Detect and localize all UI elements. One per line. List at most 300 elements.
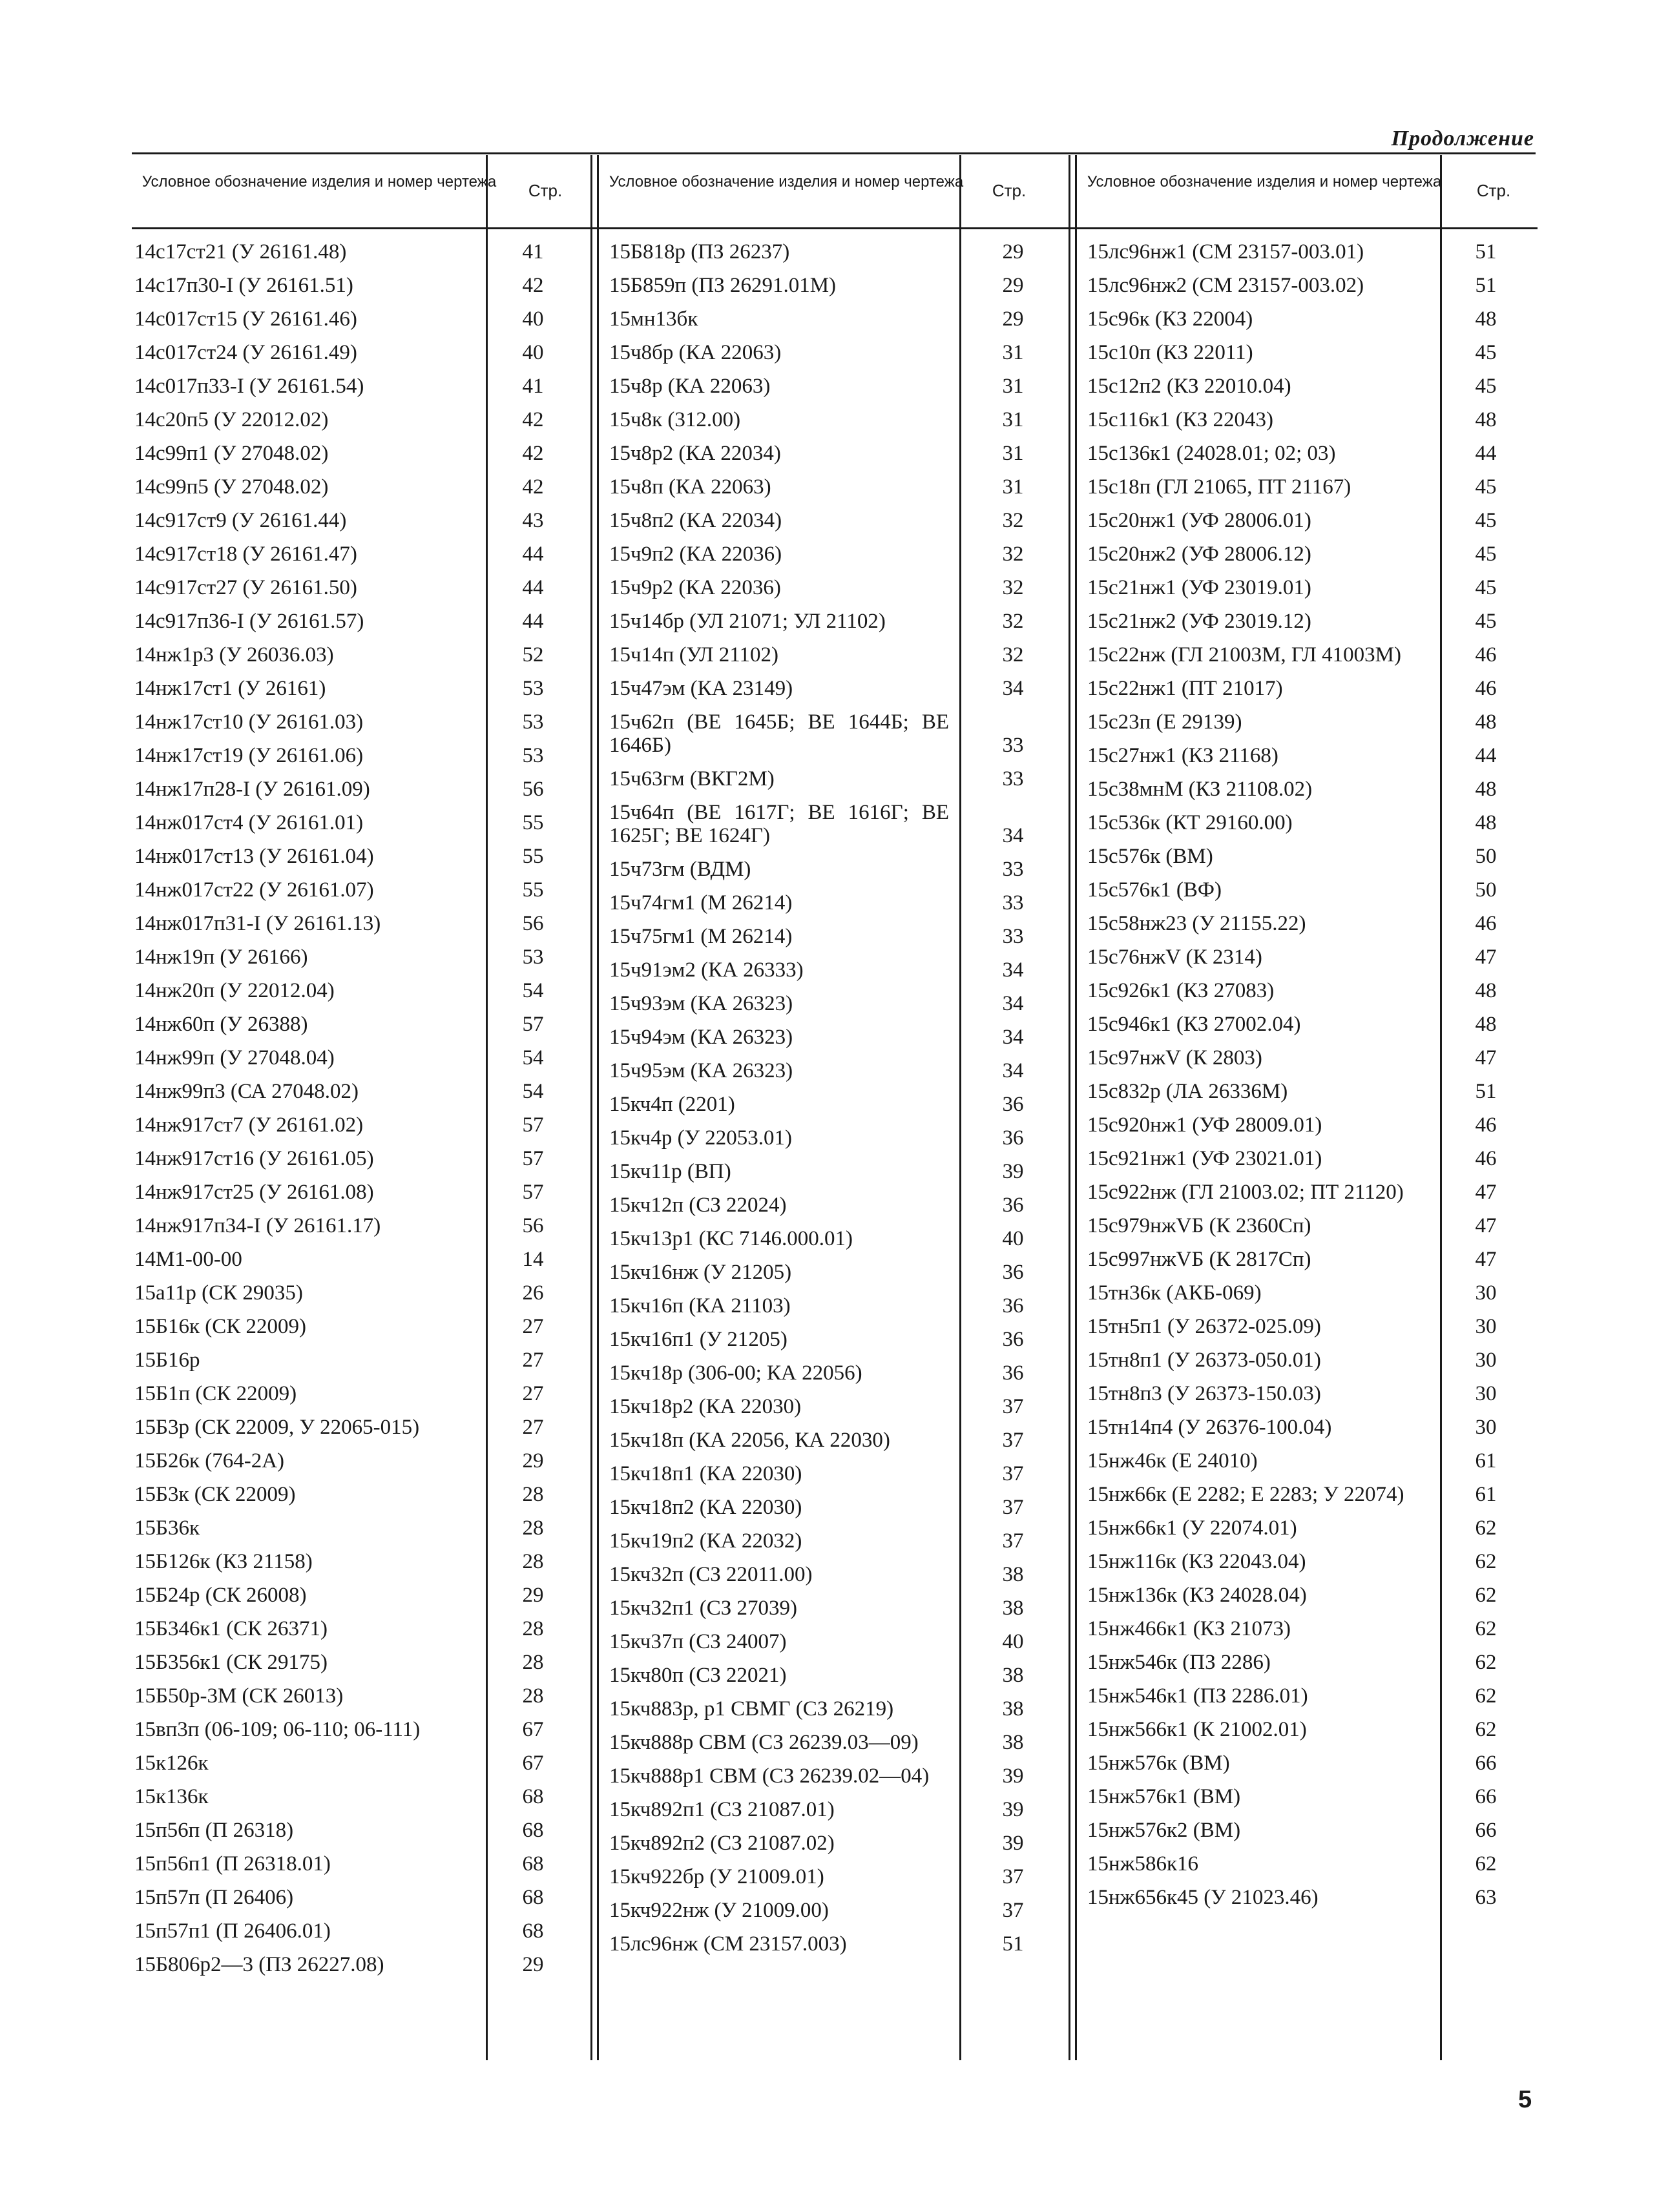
item-page: 62 [1475, 1584, 1497, 1607]
table-row [607, 1529, 1070, 1553]
item-page: 47 [1475, 1181, 1497, 1204]
item-designation: 14с017ст24 (У 26161.49) [134, 341, 357, 364]
item-page: 42 [522, 475, 544, 499]
table-row [132, 576, 590, 599]
table-column-2 [590, 155, 1070, 2060]
item-designation: 15с920нж1 (УФ 28009.01) [1087, 1113, 1322, 1137]
item-page: 36 [1002, 1126, 1024, 1150]
item-page: 47 [1475, 1248, 1497, 1271]
item-page: 37 [1002, 1529, 1024, 1553]
item-page: 51 [1475, 240, 1497, 264]
table-row [607, 1059, 1070, 1082]
item-designation: 15кч922нж (У 21009.00) [609, 1899, 829, 1922]
item-designation: 15кч922бр (У 21009.01) [609, 1865, 824, 1888]
table-row [607, 274, 1070, 297]
item-designation: 15нж136к (КЗ 24028.04) [1087, 1584, 1307, 1607]
column-header [592, 155, 1070, 229]
table-row [132, 1752, 590, 1775]
item-designation: 15ч8п (КА 22063) [609, 475, 771, 499]
item-page: 32 [1002, 643, 1024, 667]
item-page: 36 [1002, 1261, 1024, 1284]
item-page: 29 [522, 1449, 544, 1473]
item-designation: 15ч91эм2 (КА 26333) [609, 958, 804, 982]
item-page: 34 [1002, 677, 1024, 700]
item-designation: 15Б126к (КЗ 21158) [134, 1550, 313, 1573]
header-name: Условное обозначение изделия и номер чертежа [609, 173, 964, 191]
item-designation: 15Б50р-3М (СК 26013) [134, 1684, 344, 1708]
item-page: 30 [1475, 1416, 1497, 1439]
item-designation: 15Б356к1 (СК 29175) [134, 1651, 328, 1674]
item-designation: 15тн8п3 (У 26373-150.03) [1087, 1382, 1321, 1405]
item-page: 36 [1002, 1194, 1024, 1217]
item-page: 29 [1002, 307, 1024, 331]
item-page: 46 [1475, 1113, 1497, 1137]
item-page: 57 [522, 1113, 544, 1137]
item-designation: 15с832р (ЛА 26336М) [1087, 1080, 1288, 1103]
table-row [1085, 1718, 1538, 1741]
table-row [132, 1516, 590, 1540]
table-row [132, 1046, 590, 1070]
table-row [132, 1617, 590, 1640]
item-designation: 15с997нжVБ (К 2817Сп) [1087, 1248, 1311, 1271]
table-row [1085, 1147, 1538, 1170]
item-designation: 14нж017ст22 (У 26161.07) [134, 878, 374, 902]
item-page: 40 [1002, 1227, 1024, 1250]
item-page: 33 [1002, 767, 1024, 791]
table-row [607, 801, 1070, 847]
item-designation: 15кч32п1 (СЗ 27039) [609, 1597, 798, 1620]
item-page: 27 [522, 1382, 544, 1405]
item-designation: 14нж99п (У 27048.04) [134, 1046, 335, 1070]
item-page: 56 [522, 778, 544, 801]
item-page: 47 [1475, 1214, 1497, 1237]
item-designation: 15нж546к (ПЗ 2286) [1087, 1651, 1271, 1674]
table-row [132, 610, 590, 633]
table-row [132, 1181, 590, 1204]
item-page: 38 [1002, 1597, 1024, 1620]
item-designation: 15нж566к1 (К 21002.01) [1087, 1718, 1307, 1741]
item-page: 38 [1002, 1563, 1024, 1586]
item-designation: 15нж576к2 (ВМ) [1087, 1819, 1241, 1842]
item-page: 36 [1002, 1361, 1024, 1385]
item-designation: 15с921нж1 (УФ 23021.01) [1087, 1147, 1322, 1170]
item-designation: 15кч32п (СЗ 22011.00) [609, 1563, 813, 1586]
table-row [1085, 576, 1538, 599]
table-row [132, 1315, 590, 1338]
header-page: Стр. [528, 181, 563, 200]
item-page: 46 [1475, 677, 1497, 700]
item-page: 47 [1475, 946, 1497, 969]
item-page: 47 [1475, 1046, 1497, 1070]
item-page: 38 [1002, 1731, 1024, 1754]
rows [1085, 240, 1538, 1919]
table-row [132, 979, 590, 1002]
table-row [1085, 1617, 1538, 1640]
item-page: 56 [522, 1214, 544, 1237]
table-row [1085, 375, 1538, 398]
table-row [1085, 1382, 1538, 1405]
table-row [1085, 475, 1538, 499]
table-row [1085, 744, 1538, 767]
table-row [132, 1013, 590, 1036]
item-page: 33 [1002, 925, 1024, 948]
item-designation: 15с27нж1 (КЗ 21168) [1087, 744, 1278, 767]
table-row [1085, 307, 1538, 331]
item-page: 32 [1002, 543, 1024, 566]
item-page: 37 [1002, 1865, 1024, 1888]
item-designation: 14с017ст15 (У 26161.46) [134, 307, 357, 331]
item-designation: 14нж017ст4 (У 26161.01) [134, 811, 364, 834]
item-page: 67 [522, 1752, 544, 1775]
item-page: 34 [1002, 958, 1024, 982]
item-page: 29 [1002, 240, 1024, 264]
table-row [1085, 1214, 1538, 1237]
table-row [607, 710, 1070, 757]
item-designation: 14с99п5 (У 27048.02) [134, 475, 329, 499]
item-designation: 15с38мнМ (КЗ 21108.02) [1087, 778, 1313, 801]
table-row [132, 1852, 590, 1876]
item-designation: 15кч16п (КА 21103) [609, 1294, 791, 1318]
item-designation: 15ч8р2 (КА 22034) [609, 442, 781, 465]
table-row [1085, 677, 1538, 700]
table-row [132, 710, 590, 734]
table-row [1085, 1315, 1538, 1338]
item-page: 62 [1475, 1617, 1497, 1640]
item-designation: 14нж99п3 (СА 27048.02) [134, 1080, 359, 1103]
table-row [132, 878, 590, 902]
table-row [1085, 1752, 1538, 1775]
table-row [607, 1664, 1070, 1687]
table-row [132, 341, 590, 364]
item-designation: 15ч75гм1 (М 26214) [609, 925, 793, 948]
item-designation: 15кч892п1 (СЗ 21087.01) [609, 1798, 835, 1821]
table-row [1085, 946, 1538, 969]
item-designation: 14нж917ст25 (У 26161.08) [134, 1181, 374, 1204]
item-page: 32 [1002, 576, 1024, 599]
table-row [132, 1584, 590, 1607]
item-page: 40 [1002, 1630, 1024, 1653]
table-row [132, 1147, 590, 1170]
item-designation: 14с99п1 (У 27048.02) [134, 442, 329, 465]
table-row [607, 1462, 1070, 1485]
item-designation: 15ч93эм (КА 26323) [609, 992, 793, 1015]
item-designation: 15с22нж1 (ПТ 21017) [1087, 677, 1283, 700]
item-designation: 15нж546к1 (ПЗ 2286.01) [1087, 1684, 1308, 1708]
item-designation: 15с536к (КТ 29160.00) [1087, 811, 1293, 834]
table-row [607, 509, 1070, 532]
table-row [1085, 1651, 1538, 1674]
item-page: 57 [522, 1147, 544, 1170]
item-designation: 15кч11р (ВП) [609, 1160, 731, 1183]
item-designation: 15ч73гм (ВДМ) [609, 858, 751, 881]
table-row [1085, 710, 1538, 734]
item-page: 37 [1002, 1462, 1024, 1485]
item-page: 37 [1002, 1899, 1024, 1922]
item-designation: 15нж46к (Е 24010) [1087, 1449, 1258, 1473]
item-page: 31 [1002, 375, 1024, 398]
item-page: 14 [522, 1248, 544, 1271]
item-designation: 15кч16п1 (У 21205) [609, 1328, 787, 1351]
item-designation: 15нж656к45 (У 21023.46) [1087, 1886, 1319, 1909]
item-page: 46 [1475, 1147, 1497, 1170]
table-row [1085, 1013, 1538, 1036]
item-page: 62 [1475, 1852, 1497, 1876]
table-row [607, 1597, 1070, 1620]
item-page: 45 [1475, 610, 1497, 633]
table-row [132, 778, 590, 801]
table-row [607, 1361, 1070, 1385]
item-designation: 14нж17п28-I (У 26161.09) [134, 778, 370, 801]
table-row [1085, 778, 1538, 801]
item-designation: 15кч13р1 (КС 7146.000.01) [609, 1227, 853, 1250]
item-page: 46 [1475, 643, 1497, 667]
table-row [1085, 1449, 1538, 1473]
table-row [607, 576, 1070, 599]
item-page: 28 [522, 1550, 544, 1573]
header-page: Стр. [1476, 181, 1511, 200]
item-page: 28 [522, 1516, 544, 1540]
item-page: 45 [1475, 341, 1497, 364]
item-designation: 15тн14п4 (У 26376-100.04) [1087, 1416, 1332, 1439]
table-row [607, 925, 1070, 948]
item-page: 39 [1002, 1832, 1024, 1855]
item-designation: 14с20п5 (У 22012.02) [134, 408, 329, 431]
table-row [607, 1126, 1070, 1150]
item-designation: 15кч18п (КА 22056, КА 22030) [609, 1429, 890, 1452]
item-page: 56 [522, 912, 544, 935]
table-row [132, 509, 590, 532]
item-page: 40 [522, 341, 544, 364]
item-designation: 15кч888р1 СВМ (СЗ 26239.02—04) [609, 1764, 930, 1788]
item-designation: 15ч94эм (КА 26323) [609, 1026, 793, 1049]
item-designation: 15Б1п (СК 22009) [134, 1382, 297, 1405]
item-designation: 14с917п36-I (У 26161.57) [134, 610, 364, 633]
table-row [1085, 1113, 1538, 1137]
table-row [607, 375, 1070, 398]
item-designation: 15с946к1 (КЗ 27002.04) [1087, 1013, 1301, 1036]
table-row [607, 767, 1070, 791]
item-designation: 15Б818р (ПЗ 26237) [609, 240, 790, 264]
item-designation: 15к126к [134, 1752, 209, 1775]
table-row [1085, 1483, 1538, 1506]
table-row [1085, 1684, 1538, 1708]
rows [132, 240, 590, 1987]
item-page: 44 [1475, 744, 1497, 767]
table-row [1085, 878, 1538, 902]
item-page: 68 [522, 1886, 544, 1909]
item-page: 44 [522, 543, 544, 566]
item-page: 62 [1475, 1718, 1497, 1741]
item-designation: 15кч37п (СЗ 24007) [609, 1630, 787, 1653]
item-page: 34 [1002, 1026, 1024, 1049]
item-designation: 15нж576к1 (ВМ) [1087, 1785, 1241, 1808]
table-row [607, 1731, 1070, 1754]
table-row [607, 1227, 1070, 1250]
item-designation: 15Б16к (СК 22009) [134, 1315, 306, 1338]
item-page: 39 [1002, 1764, 1024, 1788]
item-designation: 15нж66к (Е 2282; Е 2283; У 22074) [1087, 1483, 1404, 1506]
item-page: 30 [1475, 1382, 1497, 1405]
item-designation: 15с116к1 (КЗ 22043) [1087, 408, 1273, 431]
item-designation: 15кч888р СВМ (СЗ 26239.03—09) [609, 1731, 919, 1754]
item-designation: 15с926к1 (КЗ 27083) [1087, 979, 1275, 1002]
item-page: 30 [1475, 1281, 1497, 1305]
table-row [1085, 643, 1538, 667]
item-page: 68 [522, 1852, 544, 1876]
item-page: 48 [1475, 1013, 1497, 1036]
item-designation: 15ч9п2 (КА 22036) [609, 543, 782, 566]
item-designation: 15с922нж (ГЛ 21003.02; ПТ 21120) [1087, 1181, 1404, 1204]
table-row [132, 845, 590, 868]
item-designation: 14нж60п (У 26388) [134, 1013, 308, 1036]
table-row [132, 1449, 590, 1473]
table-row [607, 307, 1070, 331]
table-row [132, 744, 590, 767]
item-page: 68 [522, 1919, 544, 1943]
item-page: 34 [1002, 1059, 1024, 1082]
item-designation: 14нж017ст13 (У 26161.04) [134, 845, 374, 868]
item-page: 42 [522, 408, 544, 431]
table-row [132, 442, 590, 465]
item-page: 52 [522, 643, 544, 667]
table-row [132, 240, 590, 264]
table-row [132, 1382, 590, 1405]
item-designation: 14нж19п (У 26166) [134, 946, 308, 969]
item-page: 61 [1475, 1449, 1497, 1473]
item-designation: 15с10п (КЗ 22011) [1087, 341, 1253, 364]
table-row [607, 1798, 1070, 1821]
item-designation: 15с76нжV (К 2314) [1087, 946, 1262, 969]
item-designation: 15нж466к1 (КЗ 21073) [1087, 1617, 1291, 1640]
table-row [1085, 240, 1538, 264]
table-row [132, 1684, 590, 1708]
table-row [607, 1429, 1070, 1452]
table-row [607, 442, 1070, 465]
table-row [607, 1932, 1070, 1956]
item-designation: 15п56п (П 26318) [134, 1819, 294, 1842]
item-designation: 14нж17ст19 (У 26161.06) [134, 744, 364, 767]
item-page: 31 [1002, 475, 1024, 499]
item-designation: 15Б24р (СК 26008) [134, 1584, 307, 1607]
item-designation: 15а11р (СК 29035) [134, 1281, 303, 1305]
table-row [607, 1093, 1070, 1116]
item-designation: 15кч80п (СЗ 22021) [609, 1664, 787, 1687]
item-page: 62 [1475, 1651, 1497, 1674]
item-designation: 15с979нжVБ (К 2360Сп) [1087, 1214, 1311, 1237]
item-designation: 15п57п (П 26406) [134, 1886, 294, 1909]
item-page: 42 [522, 274, 544, 297]
item-page: 61 [1475, 1483, 1497, 1506]
item-designation: 15нж586к16 [1087, 1852, 1198, 1876]
item-designation: 15ч62п (ВЕ 1645Б; ВЕ 1644Б; ВЕ 1646Б) [609, 710, 949, 757]
item-page: 30 [1475, 1349, 1497, 1372]
item-page: 51 [1475, 274, 1497, 297]
table-row [607, 1294, 1070, 1318]
item-designation: 15Б3к (СК 22009) [134, 1483, 296, 1506]
table-row [1085, 1785, 1538, 1808]
item-page: 27 [522, 1349, 544, 1372]
item-page: 31 [1002, 442, 1024, 465]
table-row [607, 1194, 1070, 1217]
item-designation: 14нж20п (У 22012.04) [134, 979, 335, 1002]
table-row [1085, 1584, 1538, 1607]
table-row [1085, 1819, 1538, 1842]
item-designation: 15с18п (ГЛ 21065, ПТ 21167) [1087, 475, 1351, 499]
table-row [132, 1416, 590, 1439]
item-page: 66 [1475, 1752, 1497, 1775]
table-row [607, 240, 1070, 264]
table-row [132, 1080, 590, 1103]
item-page: 55 [522, 845, 544, 868]
table-row [607, 891, 1070, 915]
item-designation: 14с17п30-I (У 26161.51) [134, 274, 353, 297]
item-designation: 15мн13бк [609, 307, 698, 331]
item-page: 63 [1475, 1886, 1497, 1909]
table-row [132, 1819, 590, 1842]
item-designation: 15ч14бр (УЛ 21071; УЛ 21102) [609, 610, 886, 633]
header-page: Стр. [992, 181, 1027, 200]
table-row [1085, 1248, 1538, 1271]
table-row [607, 1328, 1070, 1351]
item-page: 32 [1002, 509, 1024, 532]
item-page: 44 [1475, 442, 1497, 465]
item-designation: 15кч16нж (У 21205) [609, 1261, 792, 1284]
table-row [1085, 1516, 1538, 1540]
item-page: 66 [1475, 1819, 1497, 1842]
table-row [607, 677, 1070, 700]
item-page: 48 [1475, 408, 1497, 431]
item-page: 33 [1002, 858, 1024, 881]
item-designation: 15Б16р [134, 1349, 200, 1372]
table-row [132, 1113, 590, 1137]
item-designation: 15с97нжV (К 2803) [1087, 1046, 1262, 1070]
item-designation: 15с96к (КЗ 22004) [1087, 307, 1253, 331]
item-designation: 14нж917ст16 (У 26161.05) [134, 1147, 374, 1170]
table-row [132, 811, 590, 834]
table-row [132, 274, 590, 297]
item-designation: 15Б26к (764-2А) [134, 1449, 285, 1473]
item-page: 51 [1475, 1080, 1497, 1103]
table-row [1085, 341, 1538, 364]
item-page: 32 [1002, 610, 1024, 633]
item-page: 53 [522, 677, 544, 700]
item-page: 30 [1475, 1315, 1497, 1338]
item-page: 36 [1002, 1294, 1024, 1318]
item-page: 68 [522, 1785, 544, 1808]
table-row [132, 1785, 590, 1808]
page-number: 5 [1518, 2086, 1532, 2113]
table-row [607, 1630, 1070, 1653]
item-designation: 14с017п33-I (У 26161.54) [134, 375, 364, 398]
item-page: 48 [1475, 979, 1497, 1002]
table-row [607, 341, 1070, 364]
table-row [607, 1865, 1070, 1888]
item-page: 45 [1475, 576, 1497, 599]
item-designation: 15кч18р (306-00; КА 22056) [609, 1361, 862, 1385]
table-row [1085, 1281, 1538, 1305]
item-designation: 15с576к (ВМ) [1087, 845, 1213, 868]
item-designation: 15с12п2 (КЗ 22010.04) [1087, 375, 1291, 398]
table-row [1085, 1046, 1538, 1070]
table-row [1085, 274, 1538, 297]
table-row [607, 475, 1070, 499]
item-page: 54 [522, 979, 544, 1002]
table-row [607, 1261, 1070, 1284]
item-designation: 15кч892п2 (СЗ 21087.02) [609, 1832, 835, 1855]
table-row [607, 1026, 1070, 1049]
table-row [1085, 1550, 1538, 1573]
item-designation: 15нж116к (КЗ 22043.04) [1087, 1550, 1306, 1573]
